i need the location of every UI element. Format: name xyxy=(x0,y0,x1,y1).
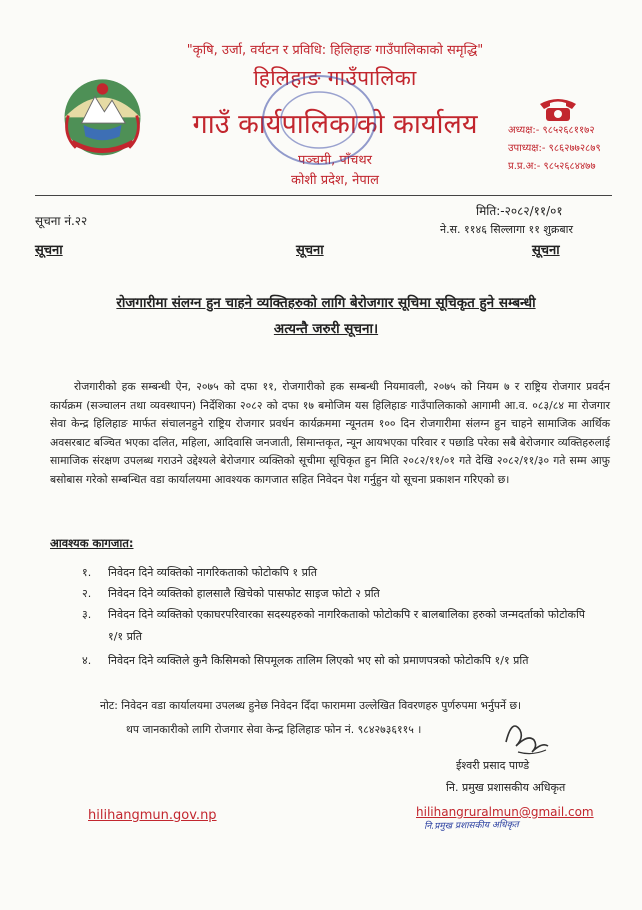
signatory-designation: नि. प्रमुख प्रशासकीय अधिकृत xyxy=(446,781,566,794)
date-bs: मिति:-२०८२/११/०१ xyxy=(476,204,563,218)
note-text: नोट: निवेदन वडा कार्यालयमा उपलब्ध हुनेछ निवेदन दिँदा फाराममा उल्लेखित विवरणहरु पुर्णरुपमा भर्नुपर्ने छ। xyxy=(100,699,522,712)
requirement-item: ३. निवेदन दिने व्यक्तिको एकाघरपरिवारका सदस्यहरुको नागरिकताको फोटोकपि र बालबालिका हरुको जन्मदर्ताको फोटोकपि xyxy=(82,608,586,621)
office-name: गाउँ कार्यपालिकाको कार्यालय xyxy=(192,109,478,140)
signatory-name: ईश्वरी प्रसाद पाण्डे xyxy=(456,759,530,772)
requirement-item: १. निवेदन दिने व्यक्तिको नागरिकताको फोटोकपि १ प्रति xyxy=(82,566,317,579)
address-line-1: पञ्चमी, पाँचथर xyxy=(297,153,372,168)
notice-body xyxy=(50,378,610,489)
notice-label-left: सूचना xyxy=(35,243,63,258)
requirement-item: ४. निवेदन दिने व्यक्तिले कुनै किसिमको सिपमूलक तालिम लिएको भए सो को प्रमाणपत्रको फोटोकपि १/१ प्रति xyxy=(82,654,529,667)
letterhead-divider xyxy=(35,195,612,196)
notice-label-right: सूचना xyxy=(532,243,560,258)
notice-heading-line-1: रोजगारीमा संलग्न हुन चाहने व्यक्तिहरुको लागि बेरोजगार सूचिमा सूचिकृत हुने सम्बन्धी xyxy=(116,295,536,311)
designation-stamp: नि.प्रमुख प्रशासकीय अधिकृत xyxy=(423,820,519,832)
requirements-heading: आवश्यक कागजात: xyxy=(50,536,134,550)
letterhead-motto: "कृषि, उर्जा, वर्यटन र प्रविधि: हिलिहाङ गाउँपालिकाको समृद्धि" xyxy=(186,43,484,58)
notice-heading-line-2: अत्यन्तै जरुरी सूचना। xyxy=(273,321,379,337)
reference-number: सूचना नं.२२ xyxy=(35,214,88,228)
telephone-icon xyxy=(536,94,580,124)
email-link[interactable]: hilihangruralmun@gmail.com xyxy=(416,805,594,819)
address-line-2: कोशी प्रदेश, नेपाल xyxy=(291,173,379,188)
notice-label-center: सूचना xyxy=(296,243,324,258)
phone-list xyxy=(508,122,601,176)
date-ns: ने.स. ११४६ सिल्लागा ११ शुक्रबार xyxy=(440,223,573,236)
requirement-item-continuation: १/१ प्रति xyxy=(108,630,143,643)
phone-cao: प्र.प्र.अ:- ९८५२६८४४७७ xyxy=(508,161,596,172)
notice-body-paragraph: रोजगारीको हक सम्बन्धी ऐन, २०७५ को दफा ११, रोजगारीको हक सम्बन्धी नियमावली, २०७५ को नियम ७ र राष्ट्रिय रोजगार प्रवर्दन कार्यक्रम (सञ्चालन तथा व्यवस्थापन) निर्देशिका २०८२ को दफा १७ बमोजिम यस हिलिहाङ गाउँपालिकाको आगामी आ.व. ०८३/८४ मा रोजगार सेवा केन्द्र हिलिहाङ मार्फत संचालनहुने राष्ट्रिय रोजगार प्रवर्धन कार्यक्रममा न्यूनतम १०० दिन रोजगारीमा संलग्न हुन चाहने सामाजिक आर्थिक अवसरबाट बञ्चित भएका दलित, महिला, आदिवासि जनजाती, सिमान्तकृत, न्यून आयभएका परिवार र पछाडि परेका सबै बेरोजगार व्यक्तिहरुलाई सामाजिक संरक्षण उपलब्ध गराउने उद्देश्यले बेरोजगार व्यक्तिको सूचीमा सूचिकृत हुन मिति २०८२/११/०१ गते देखि २०८२/११/३० गते सम्म आफु बसोबास गरेको सम्बन्धित वडा कार्यालयमा आवश्यक कागजात सहित निवेदन पेश गर्नुहुन यो सूचना प्रकाशन गरिएको छ। xyxy=(50,380,610,486)
signature-icon xyxy=(498,712,553,760)
notice-heading xyxy=(52,290,600,342)
website-link[interactable]: hilihangmun.gov.np xyxy=(88,808,217,823)
nepal-emblem-icon xyxy=(55,68,150,163)
org-name: हिलिहाङ गाउँपालिका xyxy=(253,66,417,90)
requirement-item: २. निवेदन दिने व्यक्तिको हालसालै खिचेको पासफोट साइज फोटो २ प्रति xyxy=(82,587,380,600)
phone-chair: अध्यक्ष:- ९८५२६८११७२ xyxy=(508,125,595,136)
contact-info-text: थप जानकारीको लागि रोजगार सेवा केन्द्र हिलिहाङ फोन नं. ९८४२७३६११५ । xyxy=(126,723,422,736)
phone-vice-chair: उपाध्यक्ष:- ९८६२७७२८७९ xyxy=(508,143,601,154)
office-stamp-icon xyxy=(258,72,380,168)
